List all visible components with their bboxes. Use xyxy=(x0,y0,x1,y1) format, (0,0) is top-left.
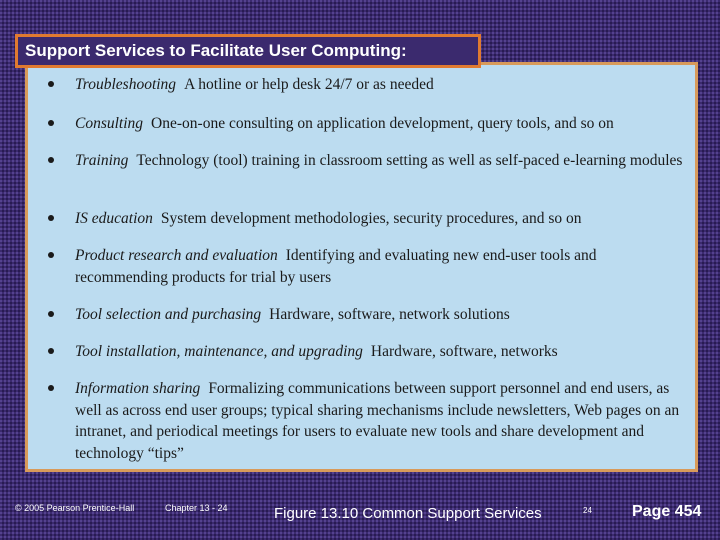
item-term: Tool installation, maintenance, and upgrading xyxy=(75,343,363,360)
item-term: IS education xyxy=(75,210,153,227)
item-description: Identifying and evaluating new end-user tools and recommending products for trial by users xyxy=(75,247,597,286)
copyright-text: © 2005 Pearson Prentice-Hall xyxy=(15,503,135,513)
item-description: Formalizing communications between support personnel and end users, as well as across end user groups; typical sharing mechanisms include newsletters, Web pages on an intranet, and periodical meetings for users to evaluate new tools and share development and technology “tips” xyxy=(75,380,680,462)
bullet-icon xyxy=(48,120,54,126)
bullet-icon xyxy=(48,157,54,163)
slide-title: Support Services to Facilitate User Computing: xyxy=(15,34,481,68)
content-panel xyxy=(25,62,698,472)
list-item-text xyxy=(75,113,687,135)
bullet-icon xyxy=(48,385,54,391)
item-term: Consulting xyxy=(75,115,144,132)
item-description: Hardware, software, networks xyxy=(370,343,558,360)
list-item-text xyxy=(75,74,687,96)
item-term: Product research and evaluation xyxy=(75,247,278,264)
item-description: A hotline or help desk 24/7 or as needed xyxy=(184,76,434,93)
list-item-text xyxy=(75,304,687,326)
list-item-text xyxy=(75,208,687,230)
bullet-icon xyxy=(48,252,54,258)
list-item-text xyxy=(75,341,687,363)
item-description: Hardware, software, network solutions xyxy=(269,306,510,323)
bullet-icon xyxy=(48,348,54,354)
item-term: Tool selection and purchasing xyxy=(75,306,262,323)
bullet-icon xyxy=(48,311,54,317)
page-number: Page 454 xyxy=(632,503,702,520)
item-description: System development methodologies, security procedures, and so on xyxy=(160,210,582,227)
item-term: Troubleshooting xyxy=(75,76,177,93)
chapter-label: Chapter 13 - 24 xyxy=(165,503,228,513)
list-item-text xyxy=(75,378,687,464)
item-description: Technology (tool) training in classroom setting as well as self-paced e-learning modules xyxy=(136,152,683,169)
figure-caption: Figure 13.10 Common Support Services xyxy=(274,505,542,522)
item-term: Training xyxy=(75,152,129,169)
bullet-icon xyxy=(48,215,54,221)
bullet-icon xyxy=(48,81,54,87)
list-item-text xyxy=(75,150,687,172)
item-description: One-on-one consulting on application development, query tools, and so on xyxy=(151,115,614,132)
item-term: Information sharing xyxy=(75,380,201,397)
slide-number: 24 xyxy=(583,506,592,515)
list-item-text xyxy=(75,245,687,288)
